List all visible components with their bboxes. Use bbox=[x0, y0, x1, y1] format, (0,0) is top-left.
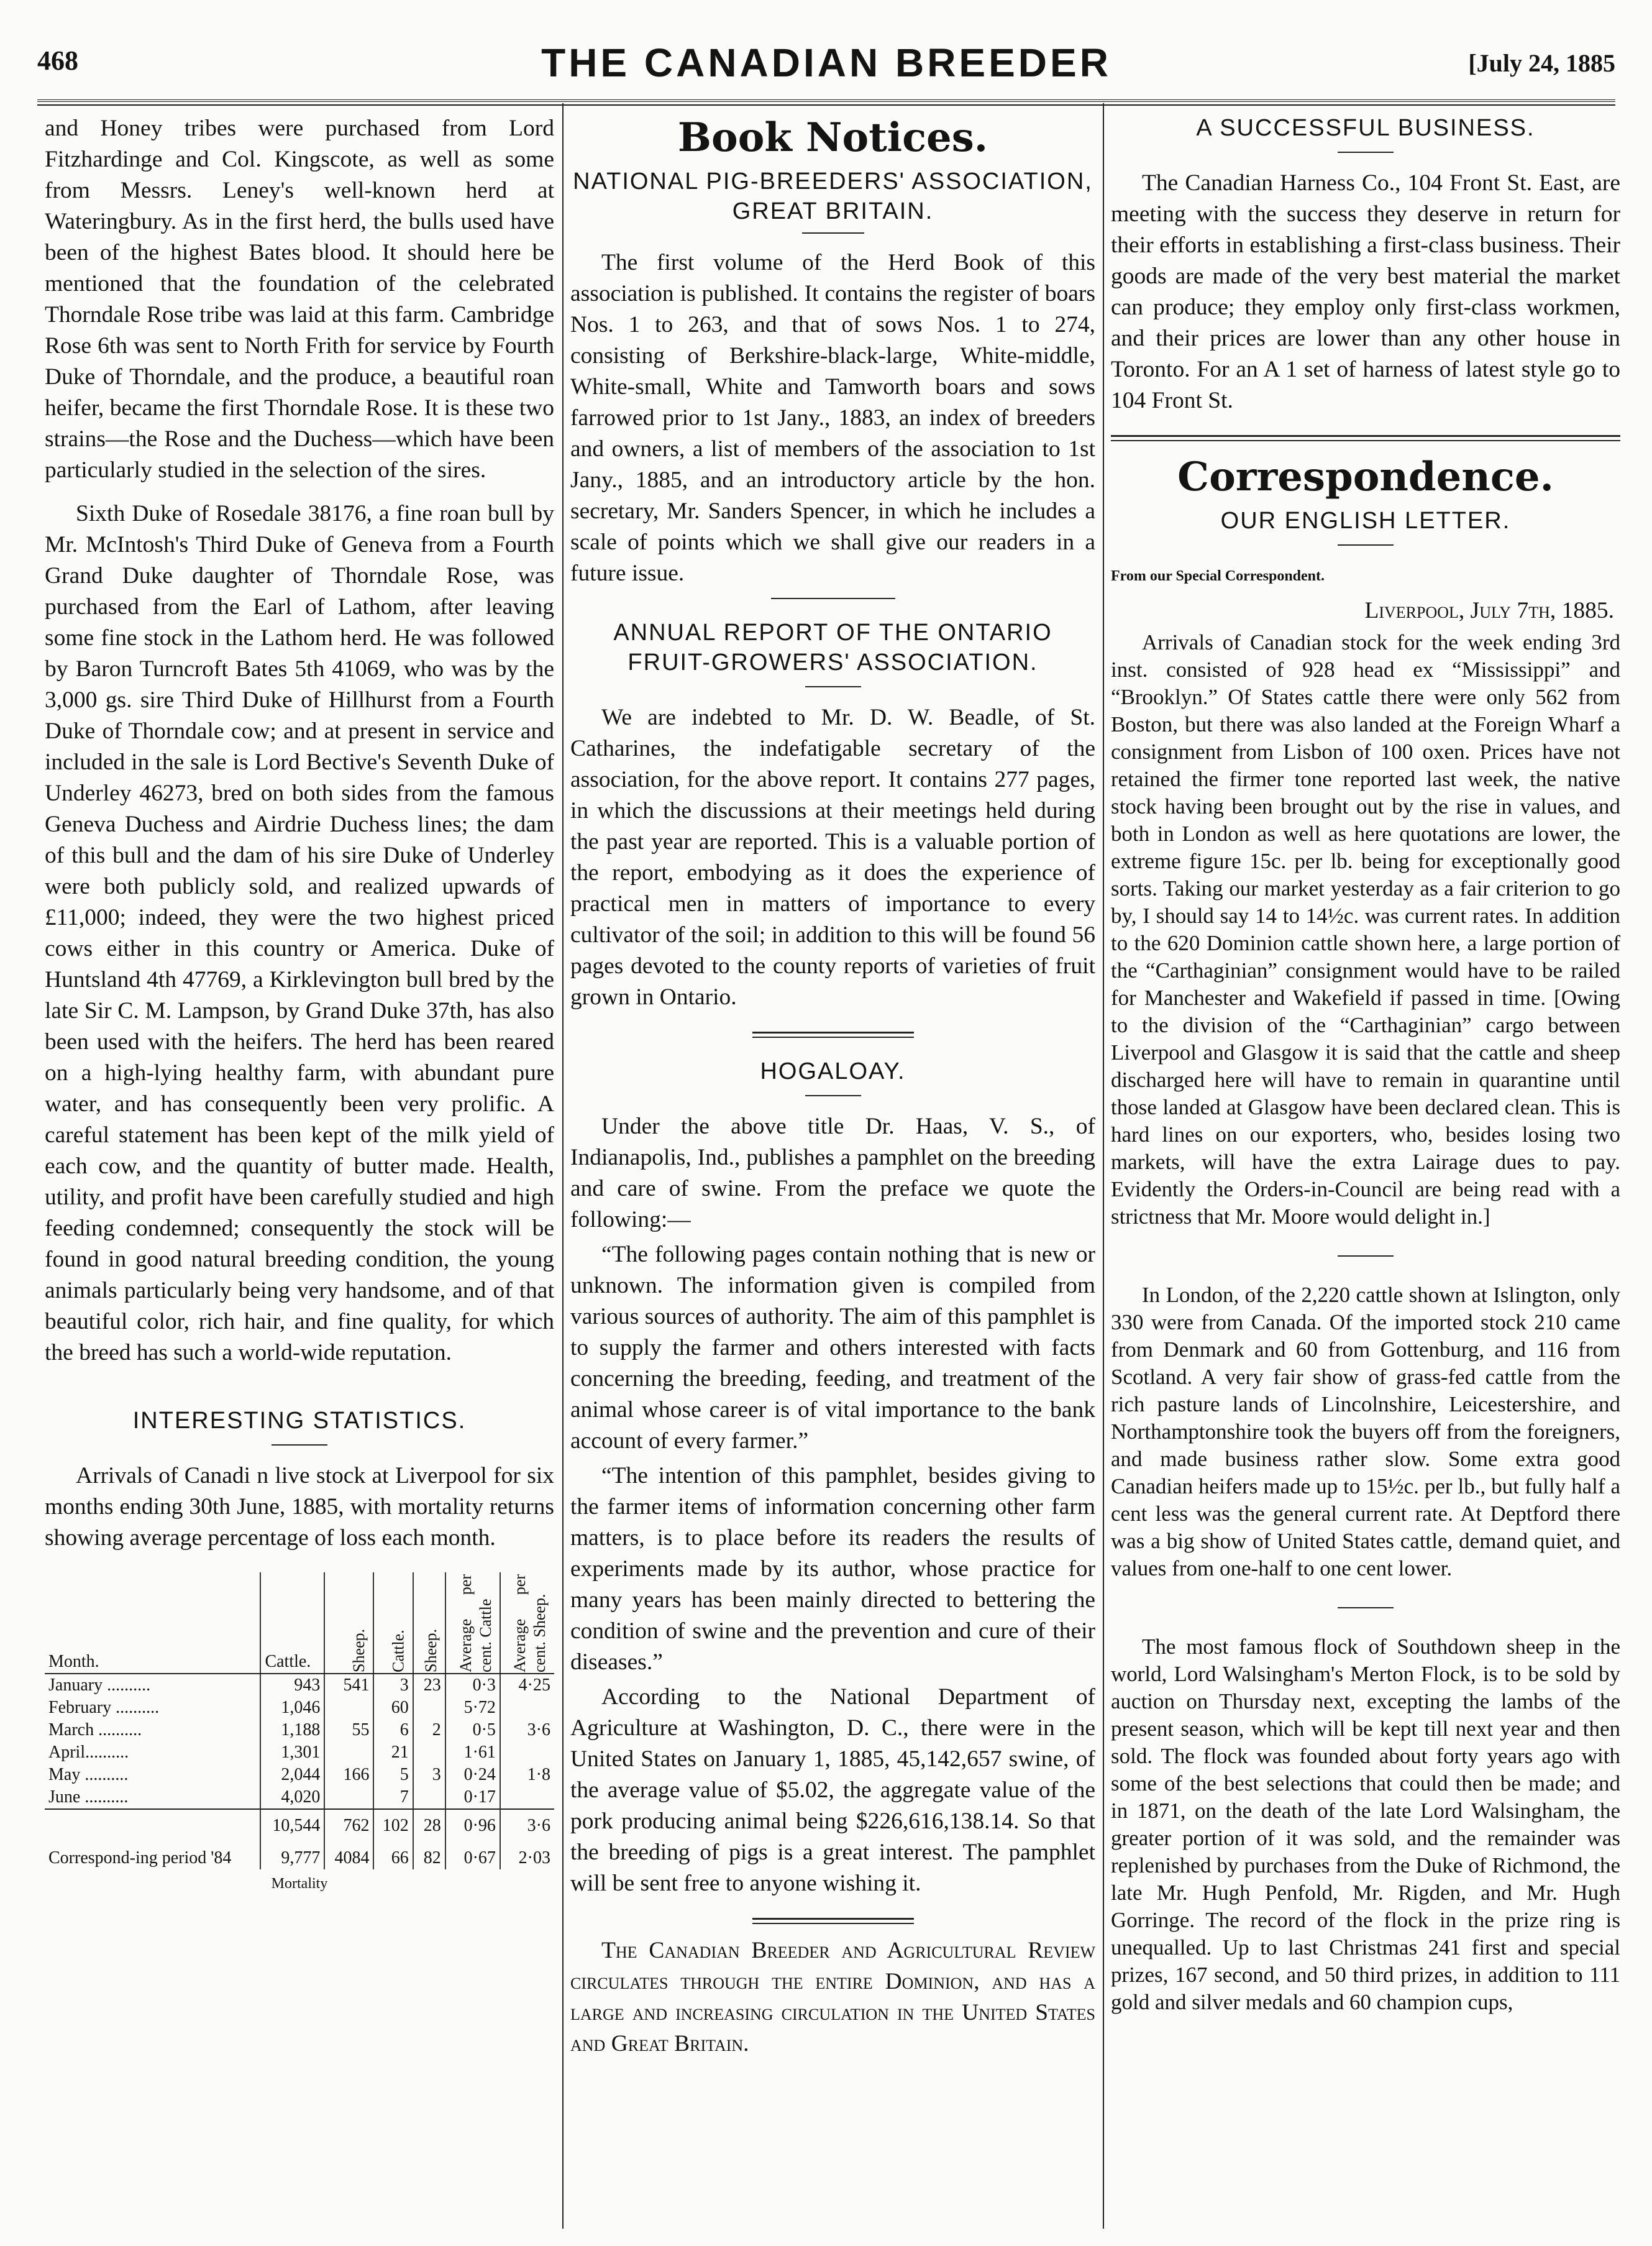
table-cell-as: 2·03 bbox=[500, 1837, 554, 1869]
table-cell-ac: 0·3 bbox=[445, 1674, 500, 1697]
article-paragraph: Arrivals of Canadian stock for the week ending 3rd inst. consisted of 928 head ex “Mississippi” and “Brooklyn.” Of States cattle there were only 562 from Boston, but there was also landed at the Foreign Wharf a consignment from Lisbon of 100 oxen. Prices have not retained the firmer tone reported last week, the native stock having been brought out by the rise in values, and both in London as well as here quotations are lower, the extreme figure 15c. per lb. being for exceptionally good sorts. Taking our market yesterday as a fair criterion to go by, I should say 14 to 14½c. was current rates. In addition to the 620 Dominion cattle shown here, a large portion of the “Carthaginian” consignment would have to be railed for Manchester and Wakefield if passed in time. [Owing to the division of the “Carthaginian” cargo between Liverpool and Glasgow it is said that the cattle and sheep discharged here will have to remain in quarantine until those landed at Glasgow have been declared clean. This is hard lines on our exporters, who, besides losing two markets, will have the extra Lairage dues to pay. Evidently the Orders-in-Council are being read with a strictness that Mr. Moore would delight in.] bbox=[1111, 630, 1620, 1229]
table-cell-ms bbox=[413, 1786, 445, 1809]
table-cell-mc: 7 bbox=[373, 1786, 413, 1809]
table-cell-sheep: 166 bbox=[324, 1764, 373, 1786]
notice-paragraph: The Canadian Breeder and Agricultural Review circulates through the entire Dominion, and has a large and increasing circulation in the United States and Great Britain. bbox=[570, 1938, 1095, 2056]
col-header-mortality-sheep: Sheep. bbox=[413, 1572, 445, 1674]
page-header bbox=[37, 40, 1615, 94]
article-paragraph: The most famous flock of Southdown sheep in the world, Lord Walsingham's Merton Flock, is to be sold by auction on Thursday next, excepting the lambs of the present season, which will be kept till next year and then sold. The flock was founded about forty years ago with some of the best selections that could then be made; and in 1871, on the death of the late Lord Walsingham, the greater portion of it was sold, and the remainder was replenished by purchases from the Duke of Richmond, the late Mr. Hugh Penfold, Mr. Rigden, and Mr. Hugh Gorringe. The record of the flock in the prize ring is unequalled. Up to last Christmas 241 first and special prizes, 167 second, and 50 third prizes, in addition to 111 gold and silver medals and 60 champion cups, bbox=[1111, 1634, 1620, 2014]
quote-paragraph: “The intention of this pamphlet, besides giving to the farmer items of information concerning other farm matters, is to place before its readers the results of experiments made by its author, whose practice for many years has been mainly directed to bettering the condition of swine and the prevention and cure of their diseases.” bbox=[570, 1463, 1095, 1675]
table-cell-as bbox=[500, 1741, 554, 1764]
table-cell-ms: 82 bbox=[413, 1837, 445, 1869]
divider bbox=[805, 686, 861, 687]
quote-paragraph: “The following pages contain nothing that is new or unknown. The information given is compiled from various sources of authority. The aim of this pamphlet is to supply the farmer and others interested with facts concerning the breeding, feeding, and treatment of the animal whose career is of vital importance to the bank account of every farmer.” bbox=[570, 1242, 1095, 1454]
article-paragraph: The first volume of the Herd Book of this association is published. It contains the register of boars Nos. 1 to 263, and that of sows Nos. 1 to 274, consisting of Berkshire-black-large, White-middle, White-small, White and Tamworth boars and sows farrowed prior to 1st Jany., 1883, an index of breeders and owners, a list of members of the association to 1st Jany., 1885, and an introductory article by the hon. secretary, Mr. Sanders Spencer, in which he includes a scale of points which we shall give our readers in a future issue. bbox=[570, 250, 1095, 586]
table-cell-ac: 0·5 bbox=[445, 1719, 500, 1741]
divider bbox=[272, 1444, 327, 1446]
col-header-month: Month. bbox=[45, 1572, 260, 1674]
divider bbox=[1338, 544, 1394, 546]
section-title-book-notices: Book Notices. bbox=[677, 114, 988, 161]
heading-fruit-growers: ANNUAL REPORT OF THE ONTARIO FRUIT-GROWERS' ASSOCIATION. bbox=[613, 620, 1052, 676]
table-row bbox=[45, 1697, 554, 1719]
table-cell-month: February .......... bbox=[48, 1698, 160, 1717]
table-cell-cattle: 943 bbox=[260, 1674, 324, 1697]
article-paragraph: In London, of the 2,220 cattle shown at Islington, only 330 were from Canada. Of the imported stock 210 came from Denmark and 60 from Gottenburg, and 116 from Scotland. A very fair show of grass-fed cattle from the rich pasture lands of Lincolnshire, Leicestershire, and Northamptonshire took the buyers off from the foreigners, and made business rather slow. Some extra good Canadian heifers made up to 15½c. per lb., but fully half a cent less was the general current rate. At Deptford there was a big show of United States cattle, demand quiet, and values from one-half to one cent lower. bbox=[1111, 1283, 1620, 1580]
newspaper-title: THE CANADIAN BREEDER bbox=[541, 40, 1111, 85]
divider bbox=[1338, 1255, 1394, 1257]
table-cell-ac: 5·72 bbox=[445, 1697, 500, 1719]
statistics-table bbox=[45, 1572, 554, 1869]
table-cell-cattle: 2,044 bbox=[260, 1764, 324, 1786]
issue-date: [July 24, 1885 bbox=[1468, 49, 1615, 77]
divider bbox=[752, 1032, 914, 1038]
table-cell-ac: 0·67 bbox=[445, 1837, 500, 1869]
table-cell-as: 1·8 bbox=[500, 1764, 554, 1786]
table-cell-month: Correspond-ing period '84 bbox=[48, 1848, 232, 1868]
table-row bbox=[45, 1809, 554, 1837]
heading-pig-breeders: NATIONAL PIG-BREEDERS' ASSOCIATION, GREAT BRITAIN. bbox=[573, 168, 1093, 224]
heading-hogaloay: HOGALOAY. bbox=[760, 1058, 906, 1084]
col-header-cattle: Cattle. bbox=[260, 1572, 324, 1674]
table-cell-sheep bbox=[324, 1786, 373, 1809]
table-cell-month: June .......... bbox=[48, 1787, 129, 1807]
column-3 bbox=[1111, 113, 1620, 2020]
table-cell-month bbox=[45, 1809, 260, 1837]
table-cell-mc: 6 bbox=[373, 1719, 413, 1741]
article-paragraph: Under the above title Dr. Haas, V. S., of Indianapolis, Ind., publishes a pamphlet on the breeding and care of swine. From the preface we quote the following:— bbox=[570, 1114, 1095, 1232]
table-cell-sheep bbox=[324, 1741, 373, 1764]
table-cell-cattle: 1,188 bbox=[260, 1719, 324, 1741]
table-row bbox=[45, 1741, 554, 1764]
article-paragraph: The Canadian Harness Co., 104 Front St. East, are meeting with the success they deserve in return for their efforts in establishing a first-class business. Their goods are made of the very best material the market can produce; they employ only first-class workmen, and their prices are lower than any other house in Toronto. For an A 1 set of harness of latest style go to 104 Front St. bbox=[1111, 170, 1620, 413]
table-cell-mc: 66 bbox=[373, 1837, 413, 1869]
table-cell-ac: 0·17 bbox=[445, 1786, 500, 1809]
divider bbox=[1111, 435, 1620, 441]
table-cell-as: 3·6 bbox=[500, 1719, 554, 1741]
table-row bbox=[45, 1674, 554, 1697]
table-cell-ac: 1·61 bbox=[445, 1741, 500, 1764]
col-header-avg-cattle: Average per cent. Cattle bbox=[445, 1572, 500, 1674]
table-cell-cattle: 1,301 bbox=[260, 1741, 324, 1764]
table-row bbox=[45, 1719, 554, 1741]
table-cell-ms: 28 bbox=[413, 1809, 445, 1837]
table-cell-month: January .......... bbox=[48, 1675, 151, 1695]
stats-heading: INTERESTING STATISTICS. bbox=[132, 1408, 467, 1434]
page-number: 468 bbox=[37, 45, 78, 76]
divider bbox=[752, 1918, 914, 1924]
table-cell-cattle: 1,046 bbox=[260, 1697, 324, 1719]
table-row bbox=[45, 1786, 554, 1809]
table-cell-as bbox=[500, 1786, 554, 1809]
table-cell-as bbox=[500, 1697, 554, 1719]
stats-intro: Arrivals of Canadi n live stock at Liverpool for six months ending 30th June, 1885, with mortality returns showing average percentage of loss each month. bbox=[45, 1463, 554, 1551]
table-cell-mc: 102 bbox=[373, 1809, 413, 1837]
table-cell-ms bbox=[413, 1741, 445, 1764]
divider bbox=[802, 232, 864, 234]
divider bbox=[1338, 1607, 1394, 1608]
article-paragraph: Sixth Duke of Rosedale 38176, a fine roan bull by Mr. McIntosh's Third Duke of Geneva from a Fourth Grand Duke daughter of Thorndale Rose, was purchased from the Earl of Lathom, after leaving some fine stock in the Lathom herd. He was followed by Baron Turncroft Bates 5th 41069, who was by the 3,000 gs. sire Third Duke of Hillhurst from a Fourth Duke of Thorndale cow; and at present in service and included in the sale is Lord Bective's Seventh Duke of Underley 46273, bred on both sides from the famous Geneva Duchess and Airdrie Duchess lines; the dam of this bull and the dam of his sire Duke of Underley were both publicly sold, and realized upwards of £11,000; indeed, they were the two highest priced cows either in this country or America. Duke of Huntsland 4th 47769, a Kirklevington bull bred by the late Sir C. M. Lampson, by Grand Duke 37th, has also been used with the heifers. The herd has been reared on a high-lying healthy farm, with abundant pure water, and has consequently been very prolific. A careful statement has been kept of the milk yield of each cow, and the quantity of butter made. Health, utility, and profit have been carefully studied and high feeding condemned; consequently the stock will be found in good natural breeding condition, the young animals particularly being very handsome, and of that beautiful color, rich hair, and fine quality, for which the breed has such a world-wide reputation. bbox=[45, 501, 554, 1365]
table-cell-mc: 21 bbox=[373, 1741, 413, 1764]
table-cell-ac: 0·24 bbox=[445, 1764, 500, 1786]
table-cell-month: April.......... bbox=[48, 1743, 129, 1762]
table-cell-as: 3·6 bbox=[500, 1809, 554, 1837]
table-cell-ms: 23 bbox=[413, 1674, 445, 1697]
article-paragraph: According to the National Department of Agriculture at Washington, D. C., there were in the United States on January 1, 1885, 45,142,657 swine, of the average value of $5.02, the aggregate value of the pork producing animal being $226,616,138.14. So that the breeding of pigs is a great interest. The pamphlet will be sent free to anyone wishing it. bbox=[570, 1684, 1095, 1896]
col-header-mortality-cattle: Cattle. bbox=[373, 1572, 413, 1674]
column-2 bbox=[570, 113, 1095, 2063]
byline: From our Special Correspondent. bbox=[1111, 568, 1325, 584]
col-header-avg-sheep: Average per cent. Sheep. bbox=[500, 1572, 554, 1674]
table-cell-sheep: 541 bbox=[324, 1674, 373, 1697]
divider bbox=[771, 598, 895, 599]
table-cell-cattle: 10,544 bbox=[260, 1809, 324, 1837]
table-cell-month: March .......... bbox=[48, 1720, 142, 1740]
table-cell-sheep: 4084 bbox=[324, 1837, 373, 1869]
article-paragraph: We are indebted to Mr. D. W. Beadle, of St. Catharines, the indefatigable secretary of the association, for the above report. It contains 277 pages, in which the discussions at their meetings held during the past year are reported. This is a valuable portion of the report, embodying as it does the experience of practical men in matters of importance to every cultivator of the soil; in addition to this will be found 56 pages devoted to the county reports of varieties of fruit grown in Ontario. bbox=[570, 705, 1095, 1010]
table-row bbox=[45, 1764, 554, 1786]
table-cell-sheep: 762 bbox=[324, 1809, 373, 1837]
table-cell-cattle: 9,777 bbox=[260, 1837, 324, 1869]
divider bbox=[1338, 152, 1394, 153]
table-cell-ms: 3 bbox=[413, 1764, 445, 1786]
heading-english-letter: OUR ENGLISH LETTER. bbox=[1220, 508, 1511, 534]
table-cell-ms: 2 bbox=[413, 1719, 445, 1741]
table-row bbox=[45, 1837, 554, 1869]
column-divider-2 bbox=[1103, 103, 1104, 2229]
table-cell-sheep bbox=[324, 1697, 373, 1719]
header-rule bbox=[37, 99, 1615, 106]
table-cell-mc: 60 bbox=[373, 1697, 413, 1719]
table-cell-ms bbox=[413, 1697, 445, 1719]
table-cell-as: 4·25 bbox=[500, 1674, 554, 1697]
mortality-header: Mortality bbox=[271, 1876, 328, 1892]
article-paragraph: and Honey tribes were purchased from Lord Fitzhardinge and Col. Kingscote, as well as some from Messrs. Leney's well-known herd at Wateringbury. As in the first herd, the bulls used have been of the highest Bates blood. It should here be mentioned that the foundation of the celebrated Thorndale Rose tribe was laid at this farm. Cambridge Rose 6th was sent to North Frith for service by Fourth Duke of Thorndale, and the produce, a beautiful roan heifer, became the first Thorndale Rose. It is these two strains—the Rose and the Duchess—which have been particularly studied in the selection of the sires. bbox=[45, 116, 554, 483]
section-title-correspondence: Correspondence. bbox=[1177, 454, 1554, 500]
table-cell-month: May .......... bbox=[48, 1765, 129, 1784]
divider bbox=[805, 1095, 861, 1096]
table-cell-mc: 3 bbox=[373, 1674, 413, 1697]
table-cell-sheep: 55 bbox=[324, 1719, 373, 1741]
column-1 bbox=[45, 113, 554, 1899]
table-cell-cattle: 4,020 bbox=[260, 1786, 324, 1809]
table-cell-mc: 5 bbox=[373, 1764, 413, 1786]
column-divider-1 bbox=[562, 103, 564, 2229]
table-cell-ac: 0·96 bbox=[445, 1809, 500, 1837]
dateline: Liverpool, July 7th, 1885. bbox=[1364, 598, 1614, 623]
col-header-sheep: Sheep. bbox=[324, 1572, 373, 1674]
heading-successful-business: A SUCCESSFUL BUSINESS. bbox=[1196, 115, 1535, 141]
